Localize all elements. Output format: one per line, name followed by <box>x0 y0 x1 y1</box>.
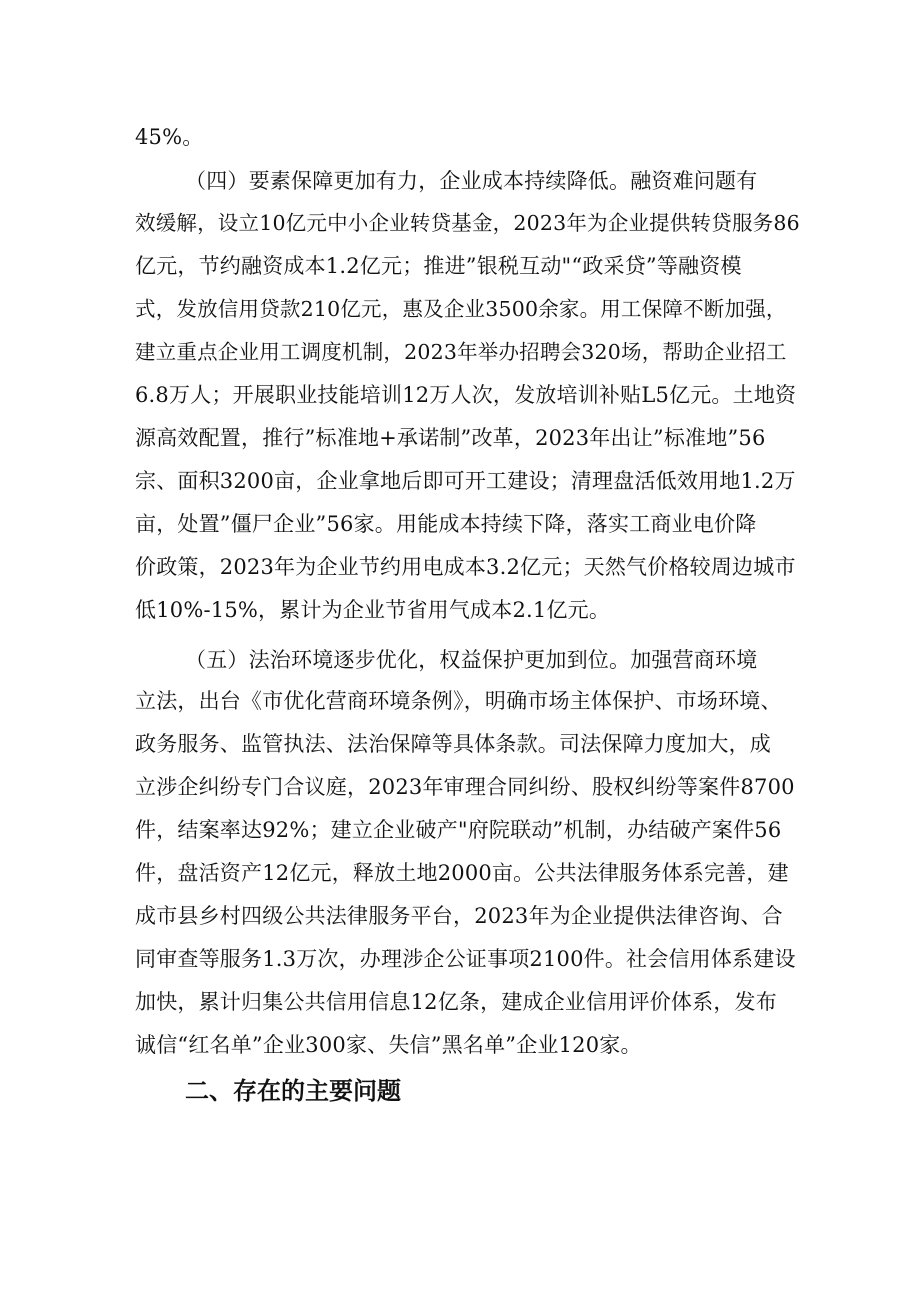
text-line: 立涉企纠纷专门合议庭，2023年审理合同纠纷、股权纠纷等案件8700 <box>135 775 795 799</box>
section-heading: 二、存在的主要问题 <box>185 1077 401 1105</box>
text-line: 加快，累计归集公共信用信息12亿条，建成企业信用评价体系，发布 <box>135 990 777 1014</box>
text-line: 6.8万人；开展职业技能培训12万人次，发放培训补贴L5亿元。土地资 <box>135 383 797 407</box>
text-line: 政务服务、监管执法、法治保障等具体条款。司法保障力度加大，成 <box>135 732 771 756</box>
text-line: 件，盘活资产12亿元，释放土地2000亩。公共法律服务体系完善，建 <box>135 861 789 885</box>
text-line: 件，结案率达92%；建立企业破产"府院联动”机制，办结破产案件56 <box>135 818 782 842</box>
paragraph-5-first-line: （五）法治环境逐步优化，权益保护更加到位。加强营商环境 <box>185 648 758 672</box>
text-line: 亿元，节约融资成本1.2亿元；推进”银税互动"“政采贷”等融资模 <box>135 254 742 278</box>
text-line: 效缓解，设立10亿元中小企业转贷基金，2023年为企业提供转贷服务86 <box>135 211 800 235</box>
text-line: 源高效配置，推行”标准地+承诺制”改革，2023年出让”标准地”56 <box>135 426 766 450</box>
text-line: 立法，出台《市优化营商环境条例》，明确市场主体保护、市场环境、 <box>135 689 782 713</box>
text-line: 同审查等服务1.3万次，办理涉企公证事项2100件。社会信用体系建设 <box>135 947 796 971</box>
text-line: 亩，处置”僵尸企业”56家。用能成本持续下降，落实工商业电价降 <box>135 512 757 536</box>
text-line: 宗、面积3200亩，企业拿地后即可开工建设；清理盘活低效用地1.2万 <box>135 469 796 493</box>
text-line: 成市县乡村四级公共法律服务平台，2023年为企业提供法律咨询、合 <box>135 904 783 928</box>
text-line: 诚信“红名单”企业300家、失信”黑名单”企业120家。 <box>135 1033 642 1057</box>
text-line: 式，发放信用贷款210亿元，惠及企业3500余家。用工保障不断加强， <box>135 297 787 321</box>
text-line: 低10%-15%，累计为企业节省用气成本2.1亿元。 <box>135 598 611 622</box>
paragraph-4-first-line: （四）要素保障更加有力，企业成本持续降低。融资难问题有 <box>185 169 758 193</box>
text-line: 价政策，2023年为企业节约用电成本3.2亿元；天然气价格较周边城市 <box>135 555 796 579</box>
text-line: 建立重点企业用工调度机制，2023年举办招聘会320场，帮助企业招工 <box>135 340 787 364</box>
text-line: 45%。 <box>135 125 204 149</box>
